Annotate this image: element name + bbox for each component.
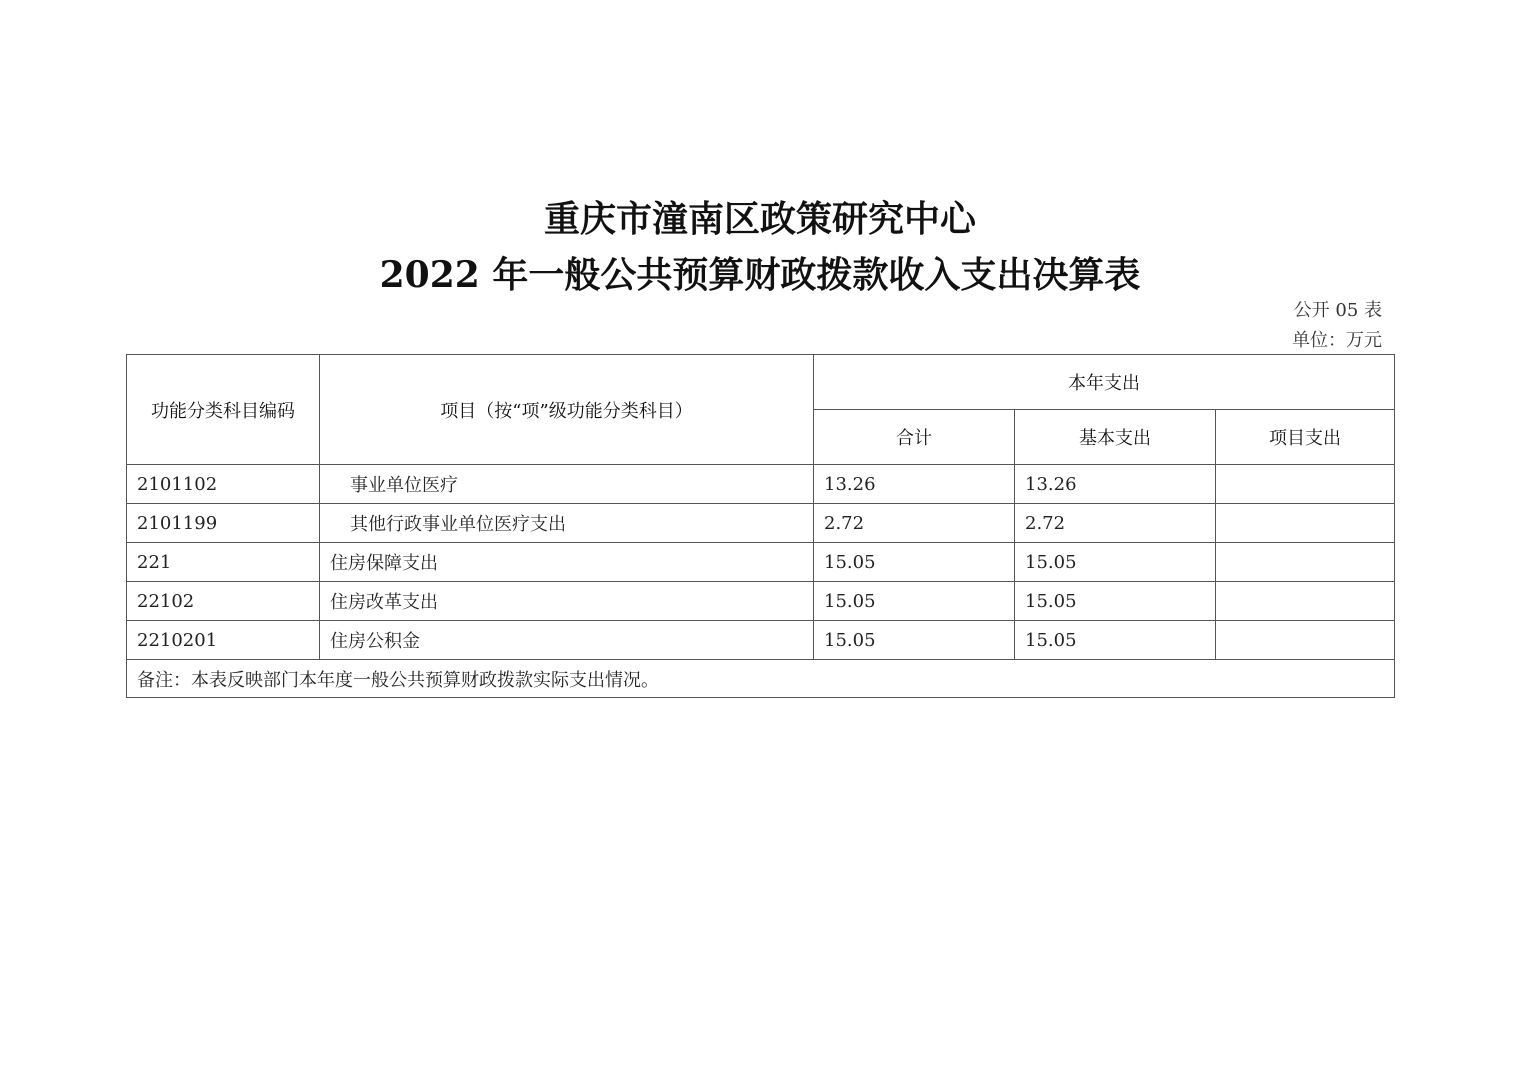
cell-code: 22102	[127, 582, 320, 621]
cell-project	[1216, 582, 1395, 621]
cell-project	[1216, 504, 1395, 543]
cell-project	[1216, 543, 1395, 582]
cell-code: 2101102	[127, 465, 320, 504]
table-row	[127, 621, 1395, 660]
note-row	[127, 660, 1395, 698]
header-item: 项目（按“项”级功能分类科目）	[320, 355, 814, 465]
table-row	[127, 465, 1395, 504]
form-number: 公开 05 表	[1293, 300, 1382, 321]
cell-total: 15.05	[814, 582, 1015, 621]
table-row	[127, 582, 1395, 621]
unit-label: 单位：万元	[1292, 330, 1382, 351]
header-row	[127, 355, 1395, 410]
table-note: 备注：本表反映部门本年度一般公共预算财政拨款实际支出情况。	[127, 660, 1395, 698]
cell-name: 住房改革支出	[320, 582, 814, 621]
budget-table	[126, 354, 1395, 698]
cell-name: 事业单位医疗	[320, 465, 814, 504]
header-total: 合计	[814, 410, 1015, 465]
header-expenditure-group: 本年支出	[814, 355, 1395, 410]
cell-total: 2.72	[814, 504, 1015, 543]
cell-basic: 13.26	[1015, 465, 1216, 504]
cell-code: 2210201	[127, 621, 320, 660]
cell-basic: 15.05	[1015, 582, 1216, 621]
cell-total: 15.05	[814, 543, 1015, 582]
cell-total: 13.26	[814, 465, 1015, 504]
document-title: 重庆市潼南区政策研究中心	[543, 198, 976, 240]
table-row	[127, 543, 1395, 582]
cell-basic: 2.72	[1015, 504, 1216, 543]
cell-code: 2101199	[127, 504, 320, 543]
cell-basic: 15.05	[1015, 621, 1216, 660]
document-subtitle: 2022 年一般公共预算财政拨款收入支出决算表	[379, 254, 1141, 296]
cell-basic: 15.05	[1015, 543, 1216, 582]
cell-name: 其他行政事业单位医疗支出	[320, 504, 814, 543]
cell-project	[1216, 621, 1395, 660]
header-basic: 基本支出	[1015, 410, 1216, 465]
header-code: 功能分类科目编码	[127, 355, 320, 465]
table-row	[127, 504, 1395, 543]
header-project: 项目支出	[1216, 410, 1395, 465]
cell-code: 221	[127, 543, 320, 582]
cell-name: 住房公积金	[320, 621, 814, 660]
cell-project	[1216, 465, 1395, 504]
cell-name: 住房保障支出	[320, 543, 814, 582]
cell-total: 15.05	[814, 621, 1015, 660]
